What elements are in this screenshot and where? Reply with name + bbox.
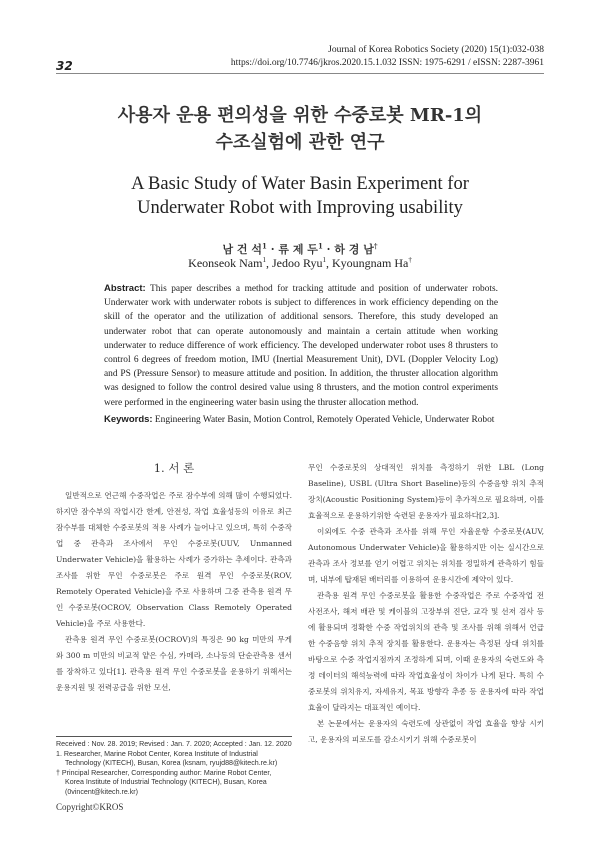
paragraph: 무인 수중로봇의 상대적인 위치를 측정하기 위한 LBL (Long Baseline), USBL (Ultra Short Baseline)등의 수중음향 위치 추적 장치(Acoustic Positioning System)등이 추가적으로 필요하며, 이를 효율적으로 운용하기위한 숙련된 운용자가 필요하다[2,3].: [308, 463, 544, 520]
left-column: [56, 488, 292, 696]
section-heading-introduction: 1. 서 론: [153, 461, 195, 475]
author-separator: ·: [266, 243, 279, 256]
footnote-1: 1. Researcher, Marine Robot Center, Korea Institute of Industrial: [56, 749, 258, 758]
abstract-text: This paper describes a method for tracking attitude and position of underwater robots. Underwater work with underwater robots is subject to differences in work efficiency depending on the skill of the operator and the utilization of additional sensors. Therefore, this study developed an underwater robot that can operate autonomously and maintain a certain attitude when working underwater to reduce difference of work efficiency. The developed underwater robot uses 8 thrusters to control 6 degrees of freedom motion, IMU (Inertial Measurement Unit), DVL (Doppler Velocity Log) and PS (Pressure Sensor) to measure attitude and position. In addition, the thruster allocation algorithm was designed to follow the control desired value using 8 thrusters, and the motion control experiments were performed in the engineering water basin using the thruster allocation method.: [104, 284, 498, 408]
authors-korean: [56, 241, 544, 257]
author-en-1: Keonseok Nam: [188, 256, 263, 270]
author-en-3-mark: †: [408, 256, 412, 264]
journal-citation: Journal of Korea Robotics Society (2020) 15(1):032-038: [328, 45, 544, 55]
abstract: [104, 282, 498, 410]
footnote-2-email: (0vincent@kitech.re.kr): [65, 787, 139, 796]
header-rule: [56, 73, 544, 74]
paragraph: 본 논문에서는 운용자의 숙련도에 상관없이 작업 효율을 향상 시키고, 운용자의 피로도를 감소시키기 위해 수중로봇이: [308, 719, 544, 744]
keywords-text: Engineering Water Basin, Motion Control, Remotely Operated Vehicle, Underwater Robot: [154, 415, 495, 425]
korean-title-line-1: 사용자 운용 편의성을 위한 수중로봇 MR-1의: [117, 105, 483, 126]
author-kr-2-mark: 1: [317, 241, 323, 251]
author-en-1-mark: 1: [262, 256, 266, 264]
authors-english: Keonseok Nam$^1$, Jedoo Ryu$^1$, Kyoungnam Ha†: [188, 256, 412, 270]
keywords-label: Keywords:: [104, 414, 153, 425]
footnote-2: † Principal Researcher, Corresponding author: Marine Robot Center,: [56, 768, 272, 777]
footnote-2-cont: Korea Institute of Industrial Technology (KITECH), Busan, Korea: [65, 778, 267, 787]
author-kr-1: 남 건 석: [222, 243, 263, 256]
copyright: Copyright©KROS: [56, 802, 124, 812]
author-kr-3: 하 경 남: [334, 243, 374, 256]
footnote-1-cont: Technology (KITECH), Busan, Korea (ksnam, ryujd88@kitech.re.kr): [65, 759, 278, 768]
paragraph: 관측용 원격 무인 수중로봇을 활용한 수중작업은 주로 수중작업 전 사전조사, 해저 배관 및 케이블의 고장부위 진단, 교각 및 선저 검사 등에 활용되며 정확한 수중 작업위치의 관측 및 조사를 위해 위해서 언급한 수중음향 위치 추적 장치를 활용한다. 운용자는 측정된 상대 위치를 바탕으로 수중 작업지점까지 조정하게 되며, 이때 운용자의 숙련도와 측정 데이터의 해석능력에 따라 작업효율성이 차이가 나게 된다. 특히 수중로봇의 위치유지, 자세유지, 목표 방향각 추종 등 운용자에 따라 작업효율이 달라지는 대표적인 예이다.: [308, 591, 544, 712]
footnotes: [56, 740, 294, 798]
received-dates: Received : Nov. 28. 2019; Revised : Jan. 7. 2020; Accepted : Jan. 12. 2020: [56, 740, 292, 748]
author-en-3: Kyoungnam Ha: [332, 256, 409, 270]
english-title-line-1: A Basic Study of Water Basin Experiment for: [131, 174, 469, 194]
right-column: [308, 460, 544, 748]
doi-issn-line: https://doi.org/10.7746/jkros.2020.15.1.032 ISSN: 1975-6291 / eISSN: 2287-3961: [230, 58, 544, 68]
keywords: [104, 414, 524, 425]
english-title-line-2: Underwater Robot with Improving usability: [137, 198, 463, 218]
paragraph: 일반적으로 연근해 수중작업은 주로 잠수부에 의해 많이 수행되었다. 하지만 잠수부의 작업시간 한계, 안전성, 작업 효율성등의 이유로 최근 잠수부를 대체한 수중로봇의 적용 사례가 늘어나고 있으며, 특히 수중작업 중 관측과 조사에서 무인 수중로봇(UUV, Unmanned Underwater Vehicle)을 활용하는 사례가 증가하는 추세이다. 관측과 조사를 위한 무인 수중로봇은 주로 원격 무인 수중로봇(ROV, Remotely Operated Vehicle)을 주로 사용하며 그중 관측용 원격 무인 수중로봇(OCROV, Observation Class Remotely Operated Vehicle)을 주로 사용한다.: [56, 491, 292, 628]
author-kr-2: 류 제 두: [278, 243, 318, 256]
abstract-label: Abstract:: [104, 283, 146, 294]
author-kr-1-mark: 1: [262, 241, 267, 251]
korean-title: [56, 102, 544, 156]
footnote-rule: [56, 736, 292, 737]
korean-title-line-2: 수조실험에 관한 연구: [215, 132, 385, 153]
english-title: [56, 172, 544, 220]
paragraph: 관측용 원격 무인 수중로봇(OCROV)의 특징은 90 kg 미만의 무게와 300 m 미만의 비교적 얕은 수심, 카메라, 소나등의 단순관측용 센서를 장착하고 있다[1]. 관측용 원격 무인 수중로봇을 운용하기 위해서는 운용지원 및 전력공급을 위한 모선,: [56, 635, 292, 692]
author-kr-3-mark: †: [373, 241, 378, 251]
paragraph: 이외에도 수중 관측과 조사를 위해 무인 자율운항 수중로봇(AUV, Autonomous Underwater Vehicle)을 활용하지만 이는 실시간으로 관측과 조사 정보를 얻기 어렵고 위치는 위치를 정밀하게 관측하기 힘들며, 내부에 탑재된 배터리를 이용하여 운용시간에 제약이 있다.: [308, 527, 544, 584]
author-separator: ·: [322, 243, 335, 256]
author-en-2-mark: 1: [322, 256, 327, 264]
author-en-2: Jedoo Ryu: [271, 256, 323, 270]
page-number: 32: [56, 59, 73, 73]
